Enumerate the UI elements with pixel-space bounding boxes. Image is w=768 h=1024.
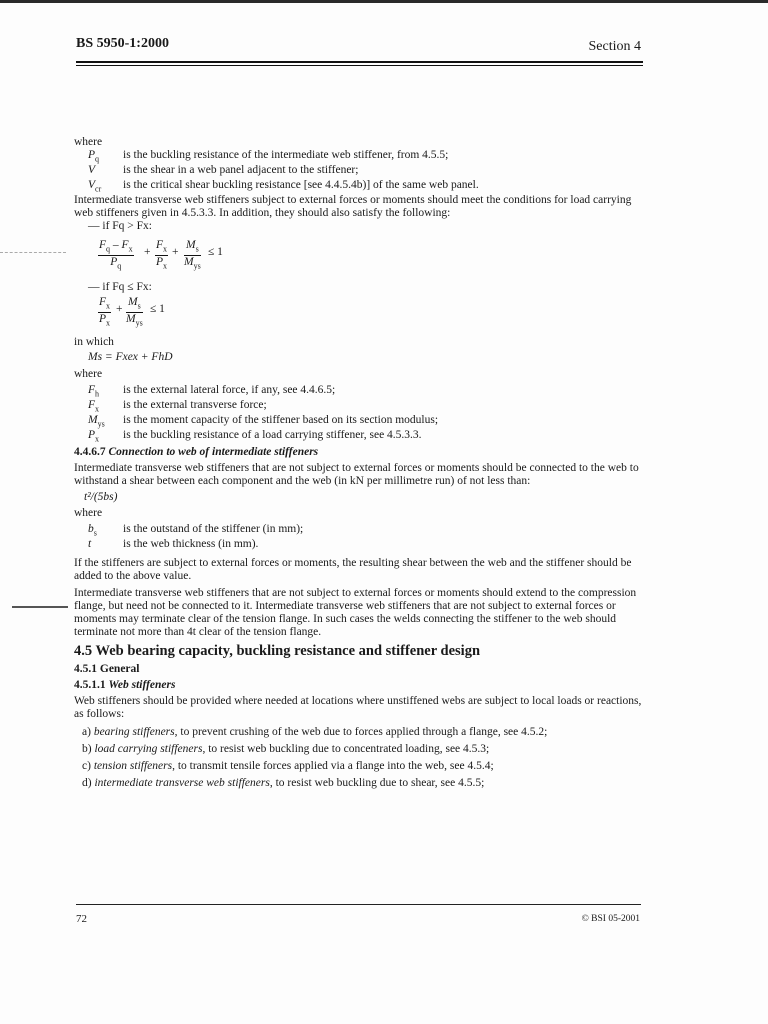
plus-sign: + [144, 246, 151, 258]
leq-one: ≤ 1 [208, 246, 223, 258]
scan-mark [12, 606, 68, 608]
definition-text: is the critical shear buckling resistance [see 4.4.5.4b)] of the same web panel. [123, 179, 479, 191]
paragraph: Intermediate transverse web stiffeners subject to external forces or moments should meet the conditions for load carrying web stiffeners given in 4.5.3.3. In addition, they should also satisfy the following: [74, 194, 632, 219]
scan-edge [0, 0, 768, 3]
scan-mark [0, 252, 66, 254]
definition-row [88, 523, 644, 536]
definition-text: is the outstand of the stiffener (in mm); [123, 523, 304, 535]
definition-text: is the shear in a web panel adjacent to the stiffener; [123, 164, 359, 176]
where-label: where [74, 368, 103, 380]
section-label: Section 4 [588, 39, 641, 54]
definition-row [88, 399, 644, 412]
definition-row [88, 538, 644, 551]
fraction: $\frac{F_x}{P_x}$ [99, 296, 111, 328]
condition-2: — if Fq ≤ Fx: [88, 281, 152, 293]
page-header [76, 36, 643, 58]
definition-text: is the web thickness (in mm). [123, 538, 259, 550]
symbol: $b_s$ [88, 523, 97, 538]
leq-one: ≤ 1 [150, 303, 165, 315]
condition-1: — if Fq > Fx: [88, 220, 152, 232]
definition-row [88, 429, 644, 442]
list-item: d) intermediate transverse web stiffeners, to resist web buckling due to shear, see 4.5.5; [82, 777, 485, 789]
page-body [74, 136, 644, 793]
fraction: $\frac{F_q - F_x}{P_q}$ [99, 239, 133, 271]
footer-rule [76, 904, 641, 905]
header-rule [76, 61, 643, 63]
symbol: $P_q$ [88, 149, 100, 164]
definition-row [88, 414, 644, 427]
fraction: $\frac{F_x}{P_x}$ [156, 239, 168, 271]
equation-1 [98, 233, 644, 281]
symbol: t [88, 538, 92, 550]
subsection-heading: 4.5.1 General [74, 663, 140, 675]
definition-text: is the external lateral force, if any, see 4.4.6.5; [123, 384, 336, 396]
moment-equation: Ms = Fxex + FhD [88, 351, 173, 363]
subsection-heading: 4.4.6.7 Connection to web of intermediate stiffeners [74, 446, 319, 458]
paragraph: Intermediate transverse web stiffeners that are not subject to external forces or moments should be connected to the web to withstand a shear between each component and the web (in kN per millimetre run) of not less than: [74, 462, 639, 487]
plus-sign: + [172, 246, 179, 258]
list-item: a) bearing stiffeners, to prevent crushing of the web due to forces applied through a flange, see 4.5.2; [82, 726, 548, 738]
symbol: $F_h$ [88, 384, 100, 399]
shear-formula: t²/(5bs) [84, 491, 118, 503]
equation-2 [98, 294, 644, 336]
page-number: 72 [76, 913, 87, 925]
symbol: V [88, 164, 96, 176]
header-rule-thin [76, 65, 643, 66]
paragraph: If the stiffeners are subject to external forces or moments, the resulting shear between the web and the stiffener should be added to the above value. [74, 557, 632, 582]
fraction: $M_s$ $M_{ys}$ [184, 239, 201, 271]
symbol: $P_x$ [88, 429, 100, 444]
definition-text: is the buckling resistance of a load carrying stiffener, see 4.5.3.3. [123, 429, 422, 441]
plus-sign: + [116, 303, 123, 315]
fraction: $M_s$ $M_{ys}$ [126, 296, 143, 328]
definition-row [88, 149, 644, 162]
copyright: © BSI 05-2001 [581, 914, 640, 924]
symbol: $M_{ys}$ [88, 414, 105, 429]
definition-text: is the external transverse force; [123, 399, 267, 411]
definition-list [88, 149, 644, 192]
definition-list [88, 384, 644, 442]
list-item: c) tension stiffeners, to transmit tensile forces applied via a flange into the web, see 4.5.4; [82, 760, 494, 772]
where-label: where [74, 507, 103, 519]
standard-code: BS 5950-1:2000 [76, 36, 169, 51]
subsubsection-heading: 4.5.1.1 Web stiffeners [74, 679, 176, 691]
list-item: b) load carrying stiffeners, to resist web buckling due to concentrated loading, see 4.5.3; [82, 743, 490, 755]
symbol: $F_x$ [88, 399, 100, 414]
in-which-label: in which [74, 336, 114, 348]
symbol: $V_{cr}$ [88, 179, 102, 194]
definition-text: is the buckling resistance of the intermediate web stiffener, from 4.5.5; [123, 149, 449, 161]
definition-list [88, 523, 644, 551]
definition-text: is the moment capacity of the stiffener based on its section modulus; [123, 414, 439, 426]
paragraph: Web stiffeners should be provided where needed at locations where unstiffened webs are subject to local loads or reactions, as follows: [74, 695, 642, 720]
where-label: where [74, 136, 103, 148]
section-heading: 4.5 Web bearing capacity, buckling resistance and stiffener design [74, 643, 481, 659]
definition-row [88, 179, 644, 192]
definition-row [88, 164, 644, 177]
definition-row [88, 384, 644, 397]
paragraph: Intermediate transverse web stiffeners that are not subject to external forces or moments should extend to the compression flange, but need not be connected to it. Intermediate transverse web stiffeners that are not subject to external forces or moments may terminate clear of the tension flange. In such cases the welds connecting the stiffener to the web should terminate not more than 4t clear of the tension flange. [74, 587, 637, 638]
